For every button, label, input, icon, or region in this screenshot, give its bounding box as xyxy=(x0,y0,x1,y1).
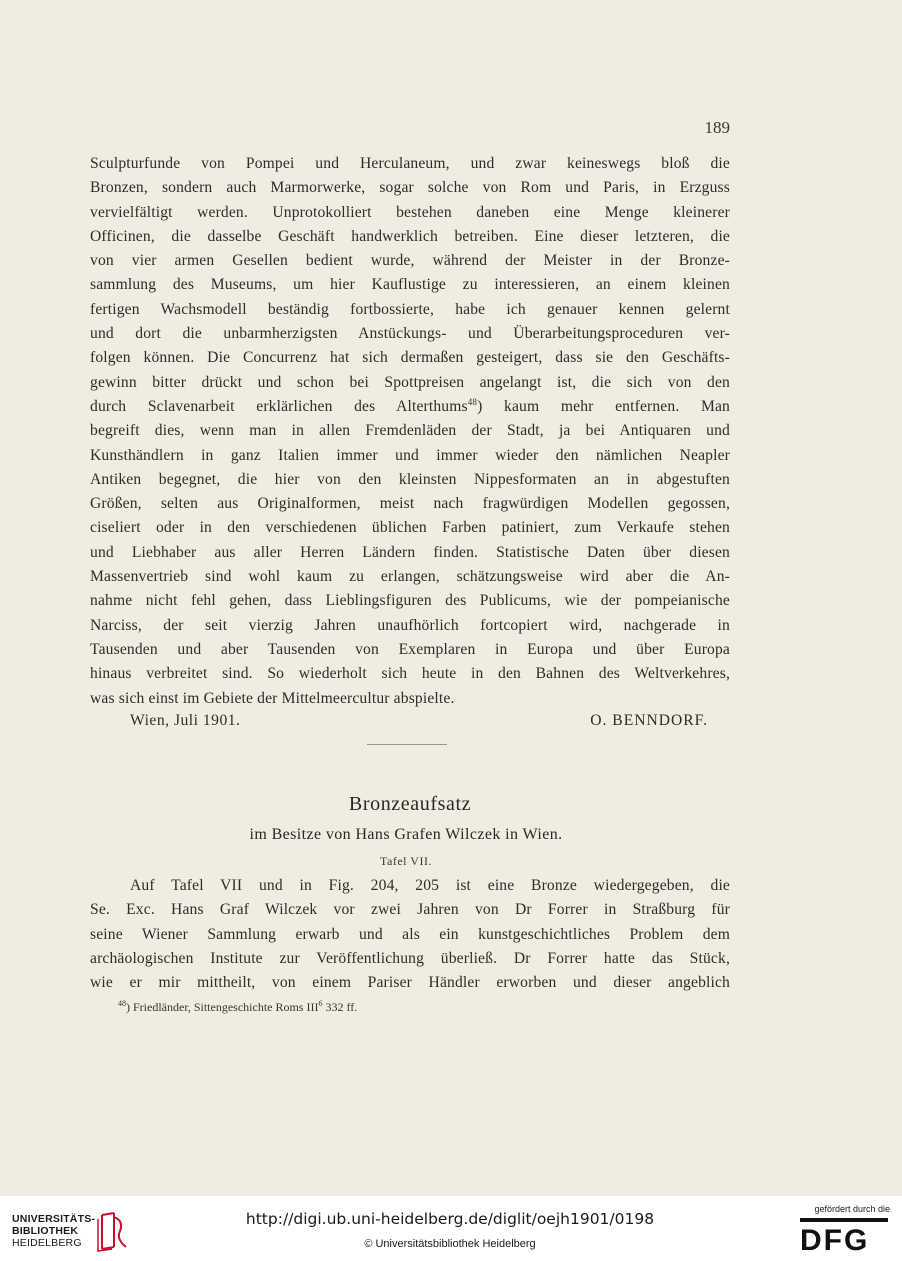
signature-line xyxy=(130,712,708,738)
body-line: Narciss, der seit vierzig Jahren unaufhörlich fortcopiert wird, nachgerade in xyxy=(90,616,730,634)
article-line: archäologischen Institute zur Veröffentlichung überließ. Dr Forrer hatte das Stück, xyxy=(90,949,730,967)
article-body xyxy=(90,874,730,995)
body-line: was sich einst im Gebiete der Mittelmeercultur abspielte. xyxy=(90,689,455,707)
body-line: Antiken begegnet, die hier von den kleinsten Nippesformaten an in abgestuften xyxy=(90,470,730,488)
body-line: Massenvertrieb sind wohl kaum zu erlangen, schätzungsweise wird aber die An- xyxy=(90,568,730,586)
article-line: Se. Exc. Hans Graf Wilczek vor zwei Jahren von Dr Forrer in Straßburg für xyxy=(90,901,730,919)
body-text xyxy=(90,152,730,711)
body-line: sammlung des Museums, um hier Kauflustige zu interessieren, an einem kleinen xyxy=(90,276,730,294)
page-number: 189 xyxy=(704,118,730,137)
footnote-pages: 332 ff. xyxy=(322,1000,358,1014)
place-date: Wien, Juli 1901. xyxy=(130,712,241,729)
body-line-part: ) kaum mehr entfernen. Man xyxy=(477,397,730,415)
body-line: gewinn bitter drückt und schon bei Spottpreisen angelangt ist, die sich von den xyxy=(90,373,730,391)
permalink-url[interactable]: http://digi.ub.uni-heidelberg.de/diglit/oejh1901/0198 xyxy=(245,1210,655,1228)
article-subtitle: im Besitze von Hans Grafen Wilczek in Wien. xyxy=(249,826,563,843)
body-line: und dort die unbarmherzigsten Anstückungs- und Überarbeitungsproceduren ver- xyxy=(90,325,730,343)
body-line: hinaus verbreitet sind. So wiederholt sich heute in den Bahnen des Weltverkehres, xyxy=(90,665,730,683)
logo-line: HEIDELBERG xyxy=(12,1237,82,1249)
body-line: fertigen Wachsmodell beständig fortbossierte, habe ich genauer kennen gelernt xyxy=(90,300,730,318)
footnote xyxy=(118,1000,718,1015)
dfg-logo[interactable] xyxy=(800,1216,888,1252)
library-emblem-icon xyxy=(92,1211,136,1253)
dfg-logo-bar xyxy=(800,1218,888,1222)
university-library-logo[interactable] xyxy=(12,1211,142,1251)
logo-line: UNIVERSITÄTS- xyxy=(12,1213,96,1225)
article-title: Bronzeaufsatz xyxy=(348,793,472,815)
logo-line: BIBLIOTHEK xyxy=(12,1225,79,1237)
footnote-edition: 6 xyxy=(318,999,323,1008)
dfg-logo-text: DFG xyxy=(800,1224,870,1252)
body-line: Tausenden und aber Tausenden von Exemplaren in Europa und über Europa xyxy=(90,640,730,658)
footnote-text: ) Friedländer, Sittengeschichte Roms III xyxy=(126,1000,319,1014)
body-line: begreift dies, wenn man in allen Fremdenläden der Stadt, ja bei Antiquaren und xyxy=(90,422,730,440)
body-line: Kunsthändlern in ganz Italien immer und immer wieder den nämlichen Neapler xyxy=(90,446,730,464)
copyright-notice: © Universitätsbibliothek Heidelberg xyxy=(364,1238,536,1250)
article-line: wie er mir mittheilt, von einem Pariser Händler erworben und dieser angeblich xyxy=(90,974,730,992)
body-line: Sculpturfunde von Pompei und Herculaneum, und zwar keineswegs bloß die xyxy=(90,155,730,172)
body-line: folgen können. Die Concurrenz hat sich dermaßen gesteigert, dass sie den Geschäfts- xyxy=(90,349,730,367)
section-divider xyxy=(367,744,447,745)
author-name: O. BENNDORF. xyxy=(590,712,708,729)
body-line: Größen, selten aus Originalformen, meist nach fragwürdigen Modellen gegossen, xyxy=(90,495,730,513)
plate-reference: Tafel VII. xyxy=(380,854,432,868)
body-line: vervielfältigt werden. Unprotokolliert bestehen daneben eine Menge kleinerer xyxy=(90,203,730,221)
body-line: von vier armen Gesellen bedient wurde, während der Meister in der Bronze- xyxy=(90,252,730,270)
footnote-number: 48 xyxy=(118,999,126,1008)
body-line: Officinen, die dasselbe Geschäft handwerklich betreiben. Eine dieser letzteren, die xyxy=(90,227,730,245)
article-line: Auf Tafel VII und in Fig. 204, 205 ist eine Bronze wiedergegeben, die xyxy=(130,877,730,894)
body-line-with-footnote-ref xyxy=(90,395,730,419)
footnote-reference: 48 xyxy=(467,396,478,407)
body-line-part: durch Sclavenarbeit erklärlichen des Alterthums xyxy=(90,397,468,415)
body-line: nahme nicht fehl gehen, dass Lieblingsfiguren des Publicums, wie der pompeianische xyxy=(90,592,730,610)
body-line: Bronzen, sondern auch Marmorwerke, sogar solche von Rom und Paris, in Erzguss xyxy=(90,179,730,197)
body-line: und Liebhaber aus aller Herren Ländern finden. Statistische Daten über diesen xyxy=(90,543,730,561)
body-line: ciseliert oder in den verschiedenen üblichen Farben patiniert, zum Verkaufe stehen xyxy=(90,519,730,537)
dfg-tagline: gefördert durch die xyxy=(814,1204,890,1214)
article-line: seine Wiener Sammlung erwarb und als ein kunstgeschichtliches Problem dem xyxy=(90,925,730,943)
